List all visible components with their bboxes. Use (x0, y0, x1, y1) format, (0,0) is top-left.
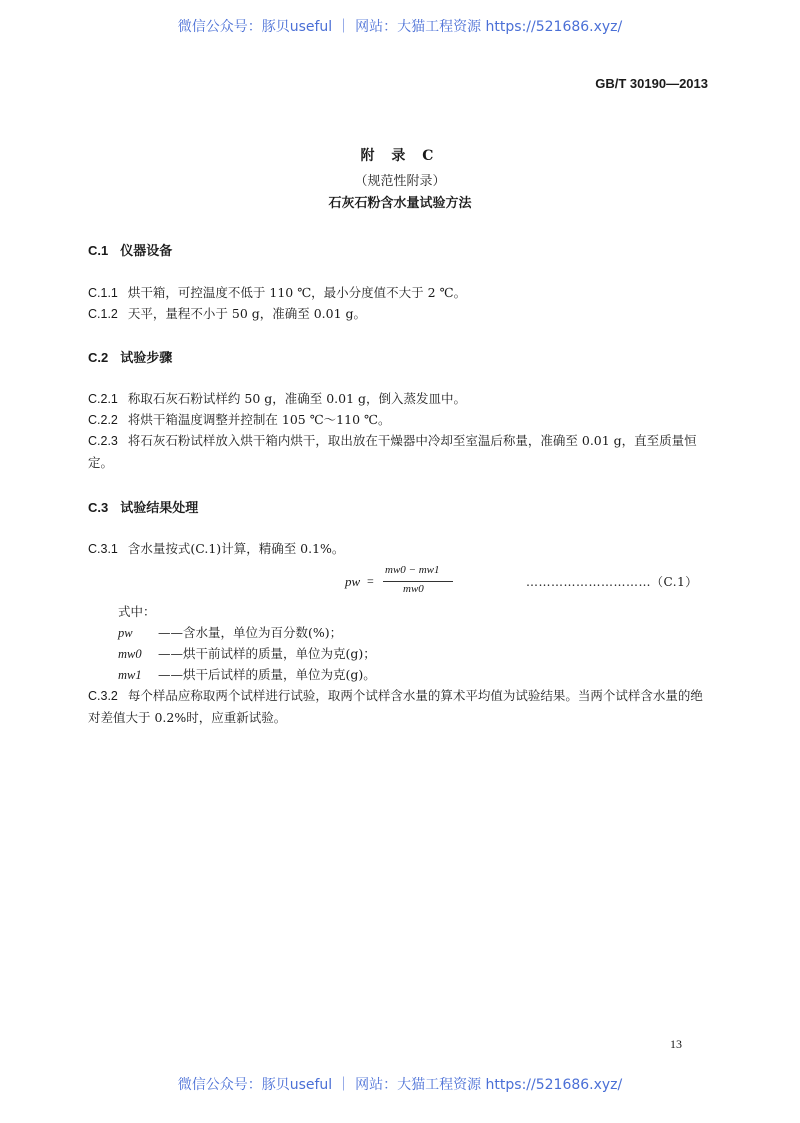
formula-equals: = (367, 574, 374, 588)
clause-text: 将烘干箱温度调整并控制在 105 ℃～110 ℃。 (127, 412, 391, 427)
formula-lhs: pw (345, 574, 361, 589)
symbol: mw0 (118, 647, 142, 661)
clause-c-1-2 (88, 303, 712, 325)
clause-text: 含水量按式(C.1)计算，精确至 0.1%。 (127, 541, 345, 556)
appendix-title: 附 录 C (360, 148, 440, 164)
section-number: C.3 (88, 500, 109, 515)
section-title: 试验结果处理 (120, 501, 199, 516)
formula-tag: …………………………（C.1） (526, 575, 698, 589)
symbol-def-mw1 (118, 665, 376, 683)
section-title: 试验步骤 (120, 351, 173, 366)
clause-text: 每个样品应称取两个试样进行试验，取两个试样含水量的算术平均值为试验结果。当两个试样含水量的绝对差值大于 0.2%时，应重新试验。 (88, 688, 703, 725)
clause-text: 天平，量程不小于 50 g，准确至 0.01 g。 (127, 306, 367, 321)
clause-c-2-1 (88, 388, 712, 410)
clause-number: C.2.1 (88, 392, 118, 406)
symbol-description: ——含水量，单位为百分数(%)； (158, 625, 343, 640)
section-heading-c2 (88, 347, 172, 366)
symbol: pw (118, 626, 133, 640)
section-number: C.1 (88, 243, 109, 258)
standard-id: GB/T 30190—2013 (595, 76, 708, 91)
clause-text: 称取石灰石粉试样约 50 g，准确至 0.01 g，倒入蒸发皿中。 (127, 391, 467, 406)
section-heading-c1 (88, 240, 172, 259)
page-number: 13 (670, 1037, 682, 1051)
clause-text: 将石灰石粉试样放入烘干箱内烘干，取出放在干燥器中冷却至室温后称量，准确至 0.01 g，直至质量恒定。 (88, 433, 697, 470)
symbol-def-pw (118, 623, 342, 641)
clause-text: 烘干箱，可控温度不低于 110 ℃，最小分度值不大于 2 ℃。 (127, 285, 467, 300)
appendix-type: （规范性附录） (354, 174, 446, 189)
section-title: 仪器设备 (120, 244, 173, 259)
clause-number: C.2.3 (88, 434, 118, 448)
fraction-bar (383, 581, 453, 582)
section-heading-c3 (88, 497, 198, 516)
section-number: C.2 (88, 350, 109, 365)
watermark-bottom: 微信公众号：豚贝useful ｜ 网站：大猫工程资源 https://521686.xyz/ (177, 1077, 623, 1093)
symbol-def-mw0 (118, 644, 376, 662)
clause-number: C.2.2 (88, 413, 118, 427)
clause-number: C.3.1 (88, 542, 118, 556)
formula-c1 (345, 564, 505, 600)
where-label: 式中： (118, 604, 156, 619)
clause-c-2-3 (88, 430, 712, 473)
clause-c-2-2 (88, 409, 712, 431)
symbol-description: ——烘干后试样的质量，单位为克(g)。 (158, 667, 376, 682)
formula-numerator: mw0 − mw1 (385, 564, 440, 576)
appendix-name: 石灰石粉含水量试验方法 (328, 196, 472, 211)
watermark-top: 微信公众号：豚贝useful ｜ 网站：大猫工程资源 https://521686.xyz/ (177, 19, 623, 35)
symbol: mw1 (118, 668, 142, 682)
clause-number: C.3.2 (88, 689, 118, 703)
formula-denominator: mw0 (403, 583, 424, 595)
clause-number: C.1.1 (88, 286, 118, 300)
clause-number: C.1.2 (88, 307, 118, 321)
clause-c-3-2 (88, 685, 712, 728)
clause-c-3-1 (88, 538, 712, 560)
clause-c-1-1 (88, 282, 712, 304)
symbol-description: ——烘干前试样的质量，单位为克(g)； (158, 646, 376, 661)
